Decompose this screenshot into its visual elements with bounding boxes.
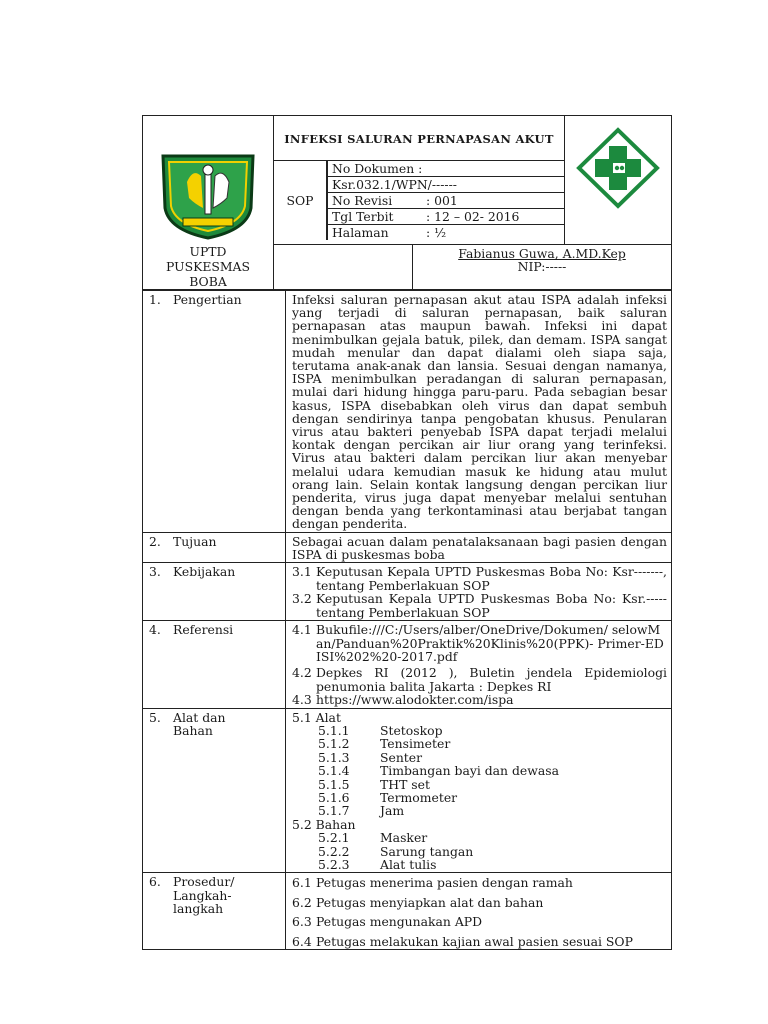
section-label: Referensi — [173, 622, 234, 638]
item-number: 4.1 — [292, 622, 312, 638]
item-number: 4.2 — [292, 665, 312, 681]
item-text: Senter — [380, 749, 423, 765]
section-label: Tujuan — [173, 533, 217, 549]
section-number: 3. — [149, 564, 161, 580]
section-number: 6. — [149, 874, 161, 890]
item-number: 4.3 — [292, 692, 312, 708]
list-item — [292, 592, 667, 619]
section-label: langkah — [173, 901, 224, 917]
referensi-list — [286, 621, 672, 708]
item-number: 5.2.1 — [318, 830, 350, 846]
signer-wrapper — [274, 245, 672, 290]
section-label-cell — [143, 621, 286, 708]
list-item — [292, 858, 667, 871]
item-number: 5.1.4 — [318, 763, 350, 779]
list-item — [292, 804, 667, 817]
meta-row — [328, 161, 565, 177]
item-number: 6.1 — [292, 875, 312, 891]
section-label-cell — [143, 532, 286, 563]
prosedur-list — [286, 873, 672, 950]
item-text: Keputusan Kepala UPTD Puskesmas Boba No: Ksr.----- tentang Pemberlakuan SOP — [316, 591, 667, 620]
list-item — [292, 791, 667, 804]
list-item — [292, 935, 667, 948]
blank-cell — [274, 245, 413, 289]
org-name-block — [143, 244, 273, 289]
item-text: Alat tulis — [380, 857, 437, 872]
item-text: THT set — [380, 776, 430, 792]
section-prosedur — [143, 873, 672, 950]
reference-link[interactable]: Bukufile:///C:/Users/alber/OneDrive/Dokumen/ selowMan/Panduan%20Praktik%20Klinis%20(PPK)- Primer-EDISI%202%20-2017.pdf — [316, 622, 664, 664]
list-item — [292, 693, 667, 706]
org-line2: PUSKESMAS — [166, 259, 250, 274]
section-referensi — [143, 621, 672, 708]
list-item — [292, 724, 667, 737]
section-number: 4. — [149, 622, 161, 638]
list-item — [292, 896, 667, 909]
list-item — [292, 876, 667, 889]
group-heading: 5.2 Bahan — [292, 816, 356, 832]
item-number: 6.2 — [292, 894, 312, 910]
header-row — [143, 116, 672, 245]
signer-name: Fabianus Guwa, A.MD.Kep — [458, 246, 626, 262]
reference-link[interactable]: https://www.alodokter.com/ispa — [316, 692, 514, 708]
list-item — [292, 845, 667, 858]
signer-nip: NIP:----- — [517, 259, 567, 275]
item-text: Depkes RI (2012 ), Buletin jendela Epidemiologi penumonia balita Jakarta : Depkes RI — [316, 665, 667, 694]
item-text: Masker — [380, 830, 428, 846]
item-number: 5.2.2 — [318, 843, 350, 859]
section-label: Langkah- — [173, 887, 232, 903]
section-label: Pengertian — [173, 292, 242, 307]
item-text: Keputusan Kepala UPTD Puskesmas Boba No: Ksr-------, tentang Pemberlakuan SOP — [316, 564, 667, 593]
list-item — [292, 666, 667, 693]
item-number: 5.2.3 — [318, 857, 350, 872]
section-number: 5. — [149, 709, 161, 725]
meta-doc-key: No Dokumen : — [328, 161, 565, 177]
list-item — [292, 778, 667, 791]
section-label: Alat dan — [173, 709, 226, 725]
sop-body — [142, 290, 672, 950]
item-text: Petugas menerima pasien dengan ramah — [316, 875, 573, 891]
sop-label: SOP — [274, 160, 327, 240]
meta-row — [328, 208, 565, 224]
section-label-cell — [143, 708, 286, 873]
list-item — [292, 623, 667, 663]
item-text: Petugas menyiapkan alat dan bahan — [316, 894, 544, 910]
pengertian-text: Infeksi saluran pernapasan akut atau ISPA adalah infeksi yang terjadi di saluran pernapasan, baik saluran pernapasan atas maupun bawah. Infeksi ini dapat menimbulkan gejala batuk, pilek, dan demam. ISPA sangat mudah menular dan dapat dialami oleh siapa saja, terutama anak-anak dan lansia. Sesuai dengan namanya, ISPA menimbulkan peradangan di saluran pernapasan, mulai dari hidung hingga paru-paru. Pada sebagian besar kasus, ISPA disebabkan oleh virus dan dapat sembuh dengan sendirinya tanpa pengobatan khusus. Penularan virus atau bakteri penyebab ISPA dapat terjadi melalui kontak dengan percikan air liur orang yang terinfeksi. Virus atau bakteri dalam percikan liur akan menyebar melalui udara kemudian masuk ke hidung atau mulut orang lain. Selain kontak langsung dengan percikan liur penderita, virus juga dapat menyebar melalui sentuhan dengan benda yang terkontaminasi atau berjabat tangan dengan penderita. — [286, 291, 672, 533]
item-text: Jam — [380, 803, 405, 819]
item-text: Sarung tangan — [380, 843, 474, 859]
item-number: 3.2 — [292, 591, 312, 607]
list-item — [292, 751, 667, 764]
meta-halaman-key: Halaman — [328, 224, 423, 240]
meta-doc-number: Ksr.032.1/WPN/------ — [328, 176, 565, 192]
item-number: 5.1.1 — [318, 722, 350, 738]
meta-halaman-value: : ½ — [422, 224, 564, 240]
section-label: Kebijakan — [173, 564, 236, 580]
kebijakan-list — [286, 563, 672, 621]
section-alat-bahan — [143, 708, 672, 873]
meta-row — [328, 176, 565, 192]
meta-revisi-key: No Revisi — [328, 192, 423, 208]
meta-terbit-value: : 12 – 02- 2016 — [422, 208, 564, 224]
item-text: Stetoskop — [380, 722, 443, 738]
list-item — [292, 915, 667, 928]
org-line3: BOBA — [189, 274, 227, 289]
puskesmas-logo-icon — [565, 116, 671, 242]
meta-row — [328, 192, 565, 208]
item-number: 5.1.5 — [318, 776, 350, 792]
section-label: Prosedur/ — [173, 874, 235, 890]
section-kebijakan — [143, 563, 672, 621]
section-tujuan — [143, 532, 672, 563]
section-pengertian — [143, 291, 672, 533]
meta-terbit-key: Tgl Terbit — [328, 208, 423, 224]
list-item — [292, 565, 667, 592]
alat-bahan-list — [286, 708, 672, 873]
title-cell — [274, 116, 565, 245]
section-number: 2. — [149, 533, 161, 549]
item-text: Petugas melakukan kajian awal pasien sesuai SOP — [316, 933, 633, 949]
item-number: 3.1 — [292, 564, 312, 580]
meta-row — [328, 224, 565, 240]
item-text: Timbangan bayi dan dewasa — [380, 763, 559, 779]
item-number: 6.4 — [292, 933, 312, 949]
item-text: Petugas mengunakan APD — [316, 914, 483, 930]
item-number: 5.1.2 — [318, 736, 350, 752]
meta-table — [327, 161, 564, 240]
section-number: 1. — [149, 292, 161, 307]
tujuan-text: Sebagai acuan dalam penatalaksanaan bagi pasien dengan ISPA di puskesmas boba — [286, 532, 672, 563]
item-number: 6.3 — [292, 914, 312, 930]
item-number: 5.1.7 — [318, 803, 350, 819]
section-label-cell — [143, 291, 286, 533]
item-number: 5.1.3 — [318, 749, 350, 765]
sections-table — [142, 290, 672, 950]
meta-cell — [327, 160, 565, 240]
item-number: 5.1.6 — [318, 789, 350, 805]
section-label-cell — [143, 873, 286, 950]
list-item — [292, 764, 667, 777]
list-item — [292, 831, 667, 844]
item-text: Termometer — [380, 789, 458, 805]
right-logo-cell — [565, 116, 672, 245]
section-label: Bahan — [173, 722, 213, 738]
section-label-cell — [143, 563, 286, 621]
org-line1: UPTD — [189, 244, 227, 259]
item-text: Tensimeter — [380, 736, 451, 752]
list-item — [292, 737, 667, 750]
group-heading: 5.1 Alat — [292, 709, 341, 725]
meta-revisi-value: : 001 — [422, 192, 564, 208]
signer-cell — [413, 245, 672, 289]
document-title: INFEKSI SALURAN PERNAPASAN AKUT — [284, 131, 554, 146]
